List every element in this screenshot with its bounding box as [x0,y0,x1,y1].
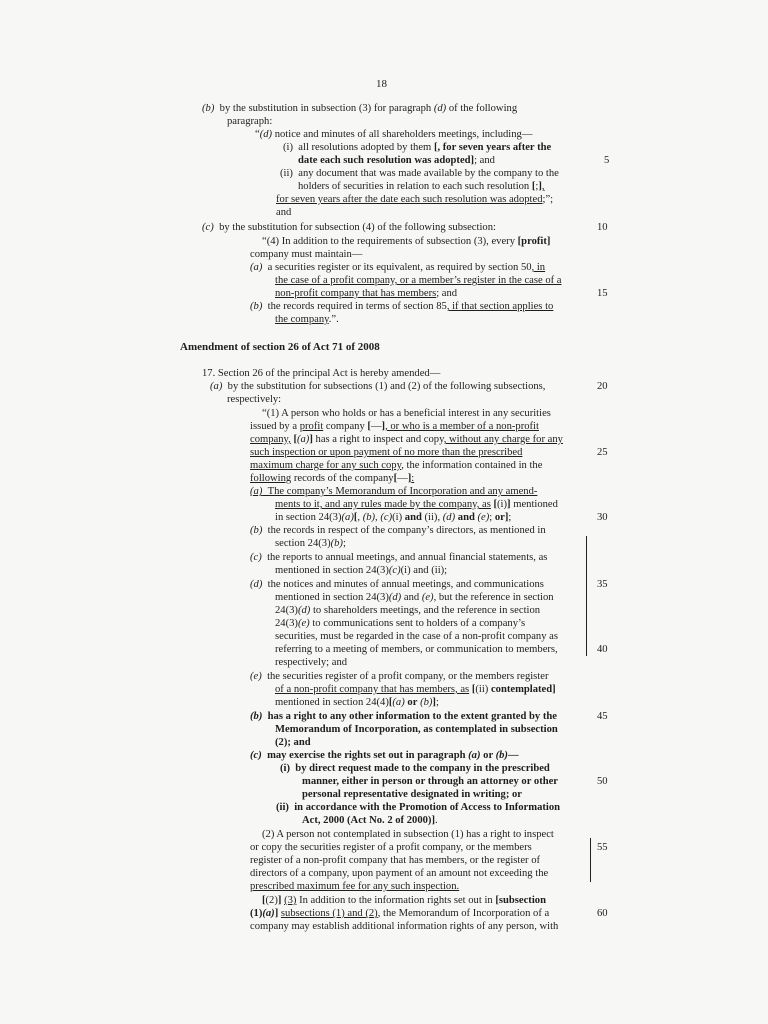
text-line: (b) the records in respect of the company’s directors, as mentioned in [250,525,546,536]
text-line: such inspection or upon payment of no more than the prescribed [250,447,523,458]
text-line: referring to a meeting of members, or communication to members, [275,644,558,655]
margin-line-number: 40 [597,644,608,655]
text-line: company, [(a)] has a right to inspect and copy, without any charge for any [250,434,563,445]
text-line: (i) by direct request made to the company in the prescribed [280,763,550,774]
text-line: directors of a company, upon payment of an amount not exceeding the [250,868,549,879]
margin-line-number: 55 [597,842,608,853]
text-line: maximum charge for any such copy, the information contained in the [250,460,543,471]
text-line: (a) a securities register or its equivalent, as required by section 50, in [250,262,546,273]
text-line: (c) may exercise the rights set out in paragraph (a) or (b)— [250,750,519,761]
text-line: (b) by the substitution in subsection (3) for paragraph (d) of the following [202,103,518,114]
text-line: Act, 2000 (Act No. 2 of 2000)]. [302,815,438,826]
text-line: date each such resolution was adopted]; and [298,155,495,166]
text-line: the case of a profit company, or a member’s register in the case of a [275,275,562,286]
margin-line-number: 15 [597,288,608,299]
text-line: (c) the reports to annual meetings, and annual financial statements, as [250,552,548,563]
text-line: (2) A person not contemplated in subsection (1) has a right to inspect [262,829,554,840]
text-line: (1)(a)] subsections (1) and (2), the Memorandum of Incorporation of a [250,908,550,919]
text-line: securities, must be regarded in the case of a non-profit company as [275,631,558,642]
text-line: personal representative designated in writing; or [302,789,523,800]
margin-line-number: 30 [597,512,608,523]
margin-line-number: 45 [597,711,608,722]
text-line: (2); and [275,737,311,748]
text-line: for seven years after the date each such resolution was adopted;”; [276,194,554,205]
text-line: (a) The company’s Memorandum of Incorporation and any amend- [250,486,538,497]
text-line: manner, either in person or through an attorney or other [302,776,559,787]
margin-line-number: 60 [597,908,608,919]
text-line: mentioned in section 24(3)(d) and (e), but the reference in section [275,592,554,603]
text-line: issued by a profit company [—], or who is a member of a non-profit [250,421,539,432]
margin-line-number: 20 [597,381,608,392]
margin-line-number: 10 [597,222,608,233]
text-line: “(1) A person who holds or has a beneficial interest in any securities [262,408,551,419]
text-line: in section 24(3)(a)[, (b), (c)(i) and (ii), (d) and (e); or]; [275,512,512,523]
text-line: (b) has a right to any other information to the extent granted by the [250,711,558,722]
text-line: 24(3)(d) to shareholders meetings, and the reference in section [275,605,541,616]
section-heading: Amendment of section 26 of Act 71 of 2008 [180,341,380,353]
text-line: “(d) notice and minutes of all shareholders meetings, including— [255,129,533,140]
text-line: Memorandum of Incorporation, as contemplated in subsection [275,724,558,735]
page-number: 18 [376,78,387,90]
text-line: 24(3)(e) to communications sent to holders of a company’s [275,618,526,629]
text-line: “(4) In addition to the requirements of subsection (3), every [profit] [262,236,551,247]
text-line: paragraph: [227,116,273,127]
text-line: respectively; and [275,657,348,668]
text-line: non-profit company that has members; and [275,288,458,299]
margin-line-number: 25 [597,447,608,458]
text-line: holders of securities in relation to each such resolution [;], [298,181,545,192]
text-line: mentioned in section 24(4)[(a) or (b)]; [275,697,439,708]
text-line: ments to it, and any rules made by the company, as [(i)] mentioned [275,499,558,510]
change-bar [586,536,587,656]
text-line: prescribed maximum fee for any such inspection. [250,881,460,892]
text-line: [(2)] (3) In addition to the information rights set out in [subsection [262,895,546,906]
text-line: or copy the securities register of a profit company, or the members [250,842,532,853]
text-line: (a) by the substitution for subsections (1) and (2) of the following subsections, [210,381,546,392]
text-line: of a non-profit company that has members, as [(ii) contemplated] [275,684,556,695]
text-line: 17. Section 26 of the principal Act is hereby amended— [202,368,441,379]
text-line: and [276,207,292,218]
text-line: (i) all resolutions adopted by them [, for seven years after the [283,142,552,153]
text-line: (c) by the substitution for subsection (4) of the following subsection: [202,222,496,233]
text-line: (ii) any document that was made available by the company to the [280,168,559,179]
text-line: section 24(3)(b); [275,538,346,549]
change-bar [590,838,591,882]
text-line: company must maintain— [250,249,363,260]
text-line: the company.”. [275,314,339,325]
margin-line-number: 50 [597,776,608,787]
text-line: (d) the notices and minutes of annual meetings, and communications [250,579,544,590]
text-line: company may establish additional information rights of any person, with [250,921,559,932]
text-line: (e) the securities register of a profit company, or the members register [250,671,549,682]
margin-line-number: 5 [604,155,610,166]
margin-line-number: 35 [597,579,608,590]
text-line: (b) the records required in terms of section 85, if that section applies to [250,301,554,312]
text-line: mentioned in section 24(3)(c)(i) and (ii); [275,565,448,576]
text-line: (ii) in accordance with the Promotion of Access to Information [276,802,561,813]
text-line: respectively: [227,394,282,405]
text-line: register of a non-profit company that has members, or the register of [250,855,541,866]
text-line: following records of the company[—]: [250,473,415,484]
